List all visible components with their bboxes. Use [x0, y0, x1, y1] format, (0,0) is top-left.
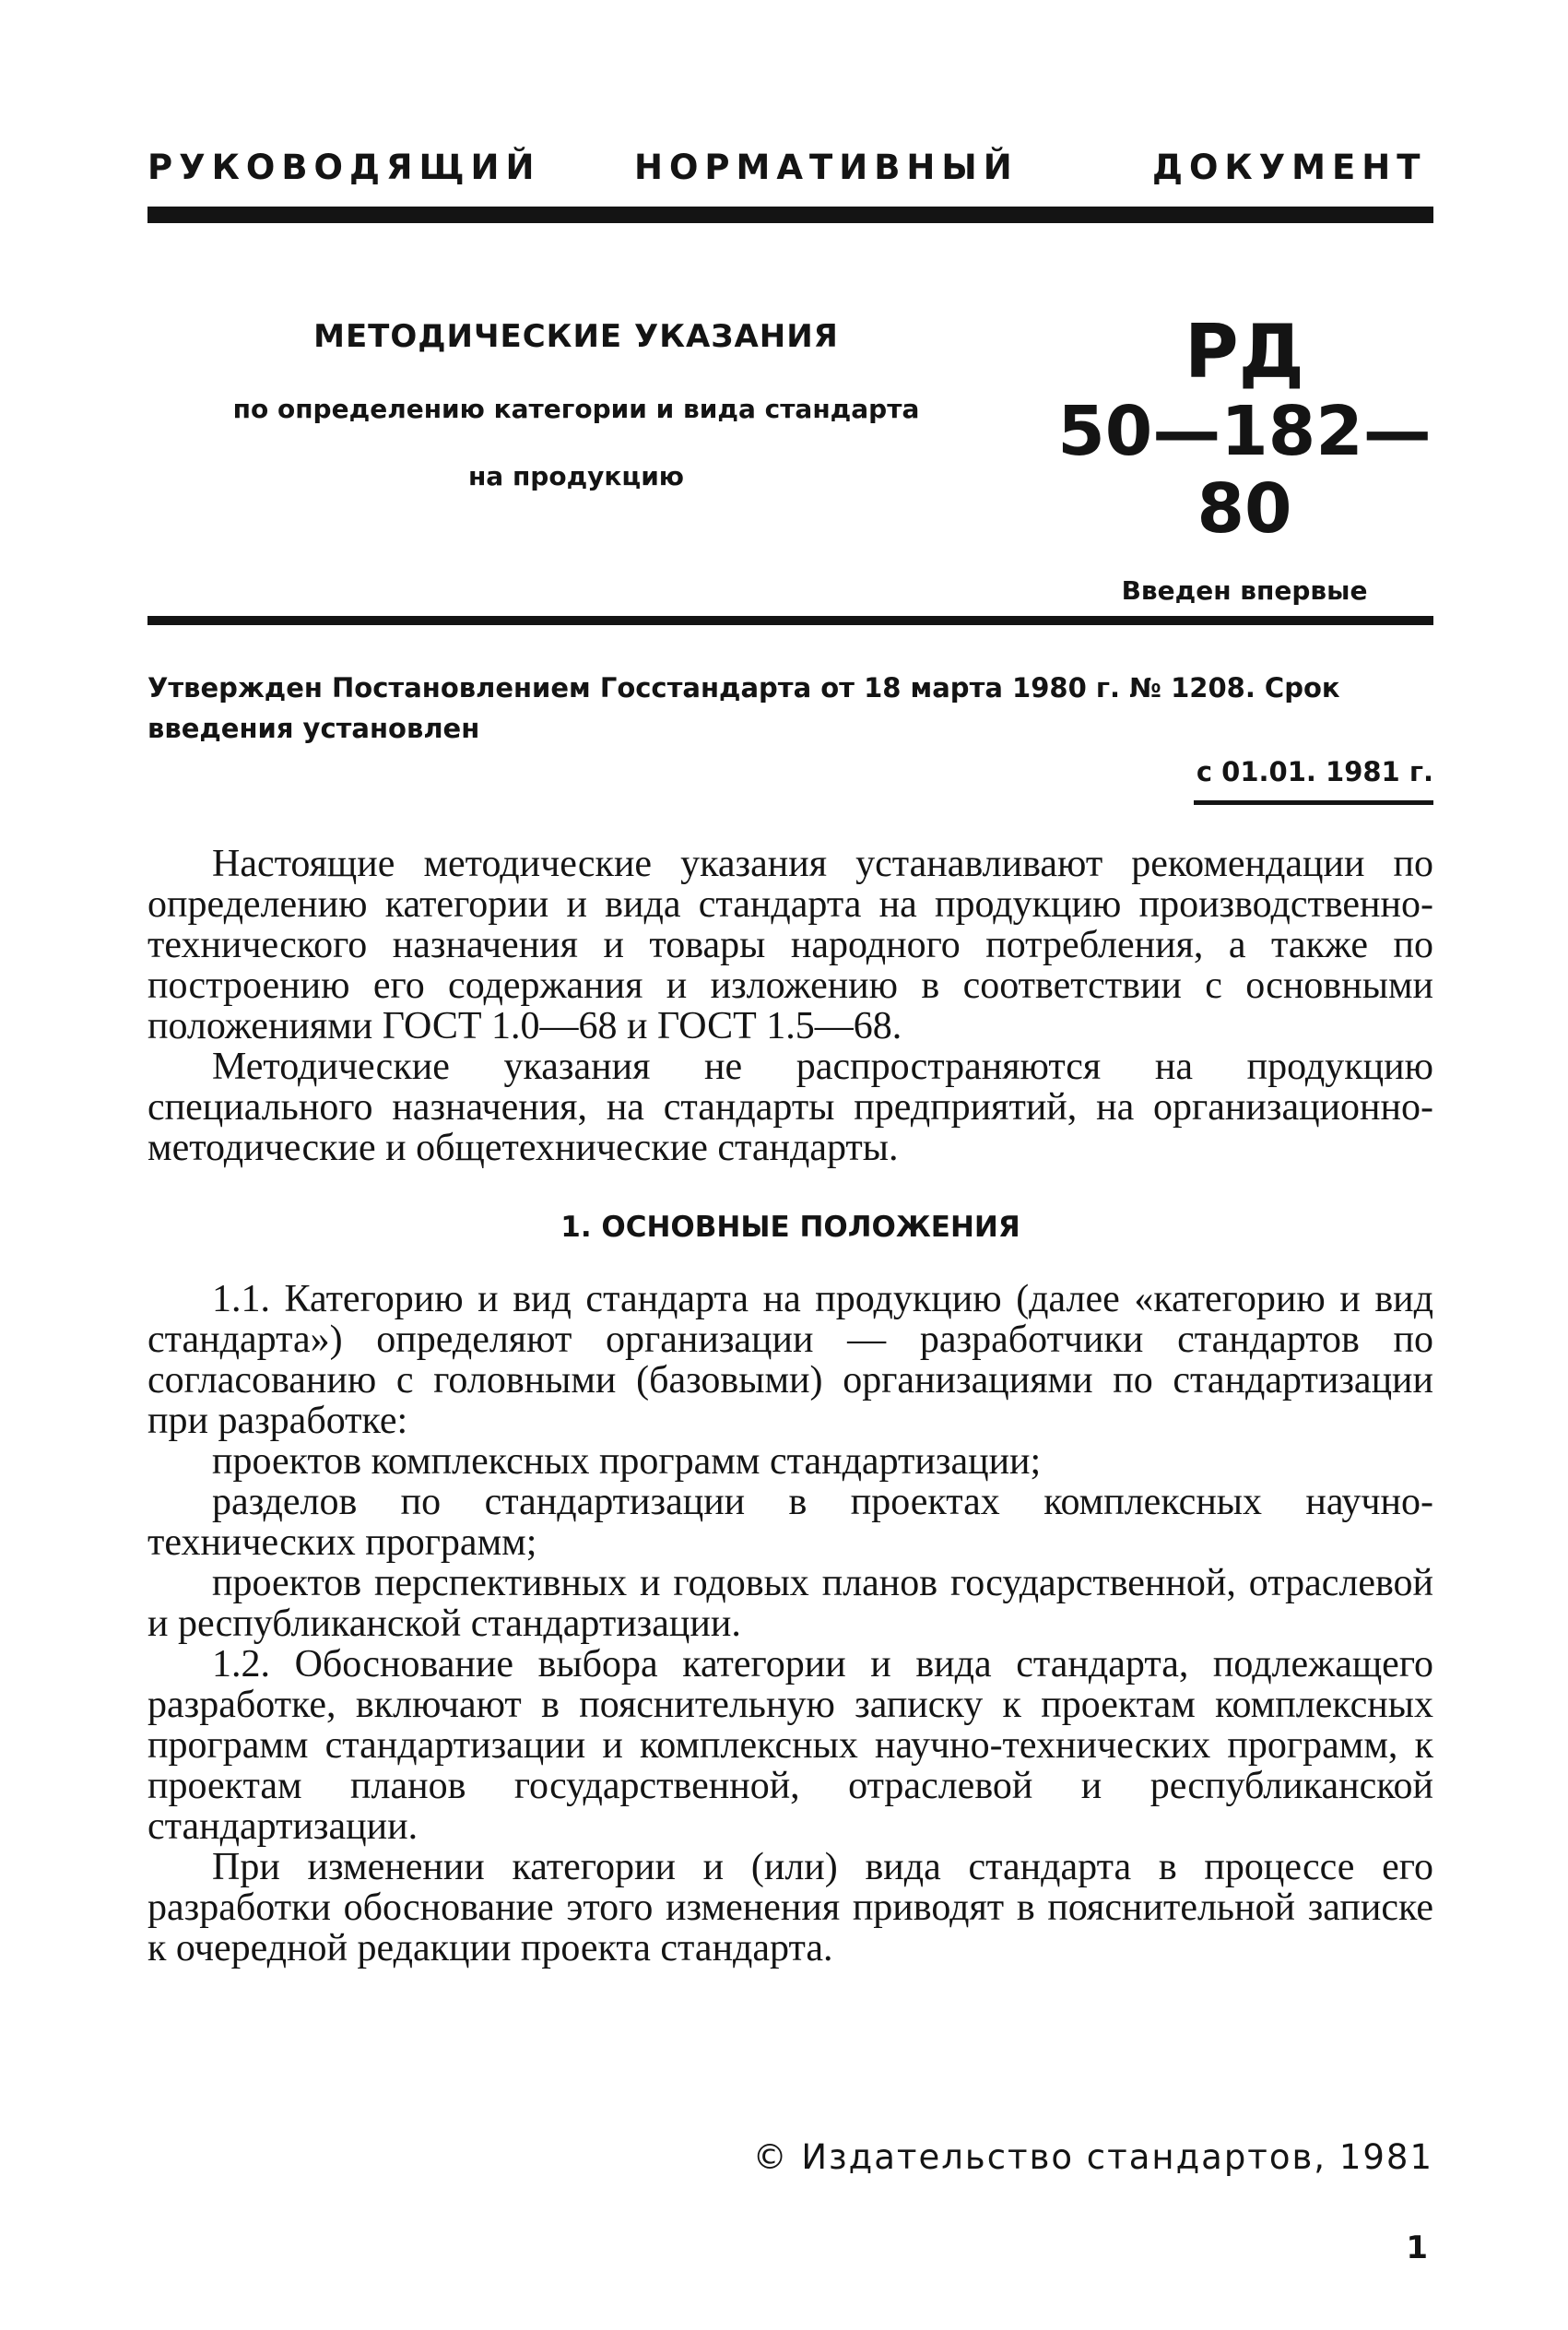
date-underline	[1194, 800, 1433, 805]
designation-status: Введен впервые	[1121, 575, 1368, 606]
document-subtitle: по определению категории и вида стандарта	[232, 394, 920, 424]
page-number: 1	[1406, 2229, 1428, 2266]
designation-label: РД	[1185, 309, 1304, 395]
effective-date: с 01.01. 1981 г.	[1196, 756, 1433, 787]
banner-word: ДОКУМЕНТ	[1152, 148, 1427, 187]
list-item: проектов перспективных и годовых планов государственной, отраслевой и республиканской стандартизации.	[147, 1562, 1433, 1645]
designation-number: 50—182—80	[1057, 392, 1432, 549]
approval-statement: Утвержден Постановлением Госстандарта от 18 марта 1980 г. № 1208. Срок введения установлен	[147, 672, 1340, 744]
paragraph: Настоящие методические указания устанавливают рекомендации по определению категории и вида стандарта на продукцию производственно-технического назначения и товары народного потребления, а также по построению его содержания и изложению в соответствии с основными положениями ГОСТ 1.0—68 и ГОСТ 1.5—68.	[147, 843, 1433, 1047]
paragraph: 1.2. Обоснование выбора категории и вида стандарта, подлежащего разработке, включают в пояснительную записку к проектам комплексных программ стандартизации и комплексных научно-технических программ, к проектам планов государственной, отраслевой и республиканской стандартизации.	[147, 1643, 1433, 1848]
list-item: проектов комплексных программ стандартизации;	[212, 1440, 1042, 1483]
banner-word: РУКОВОДЯЩИЙ	[147, 148, 541, 187]
main-text	[147, 844, 1433, 1969]
middle-divider	[147, 616, 1433, 625]
paragraph: Методические указания не распространяются на продукцию специального назначения, на стандарты предприятий, на организационно-методические и общетехнические стандарты.	[147, 1046, 1433, 1169]
section-heading: 1. ОСНОВНЫЕ ПОЛОЖЕНИЯ	[560, 1211, 1020, 1244]
designation-block	[1042, 309, 1447, 606]
paragraph: 1.1. Категорию и вид стандарта на продукцию (далее «категорию и вид стандарта») определяют организации — разработчики стандартов по согласованию с головными (базовыми) организациями по стандартизации при разработке:	[147, 1278, 1433, 1442]
list-item: разделов по стандартизации в проектах комплексных научно-технических программ;	[147, 1481, 1433, 1564]
top-divider	[147, 207, 1433, 223]
copyright-notice: © Издательство стандартов, 1981	[752, 2137, 1433, 2177]
document-subtitle: на продукцию	[467, 461, 685, 491]
title-block	[147, 318, 1005, 491]
banner-word: НОРМАТИВНЫЙ	[634, 148, 1019, 187]
document-title: МЕТОДИЧЕСКИЕ УКАЗАНИЯ	[313, 318, 839, 355]
paragraph: При изменении категории и (или) вида стандарта в процессе его разработки обоснование этого изменения приводят в пояснительной записке к очередной редакции проекта стандарта.	[147, 1846, 1433, 1969]
